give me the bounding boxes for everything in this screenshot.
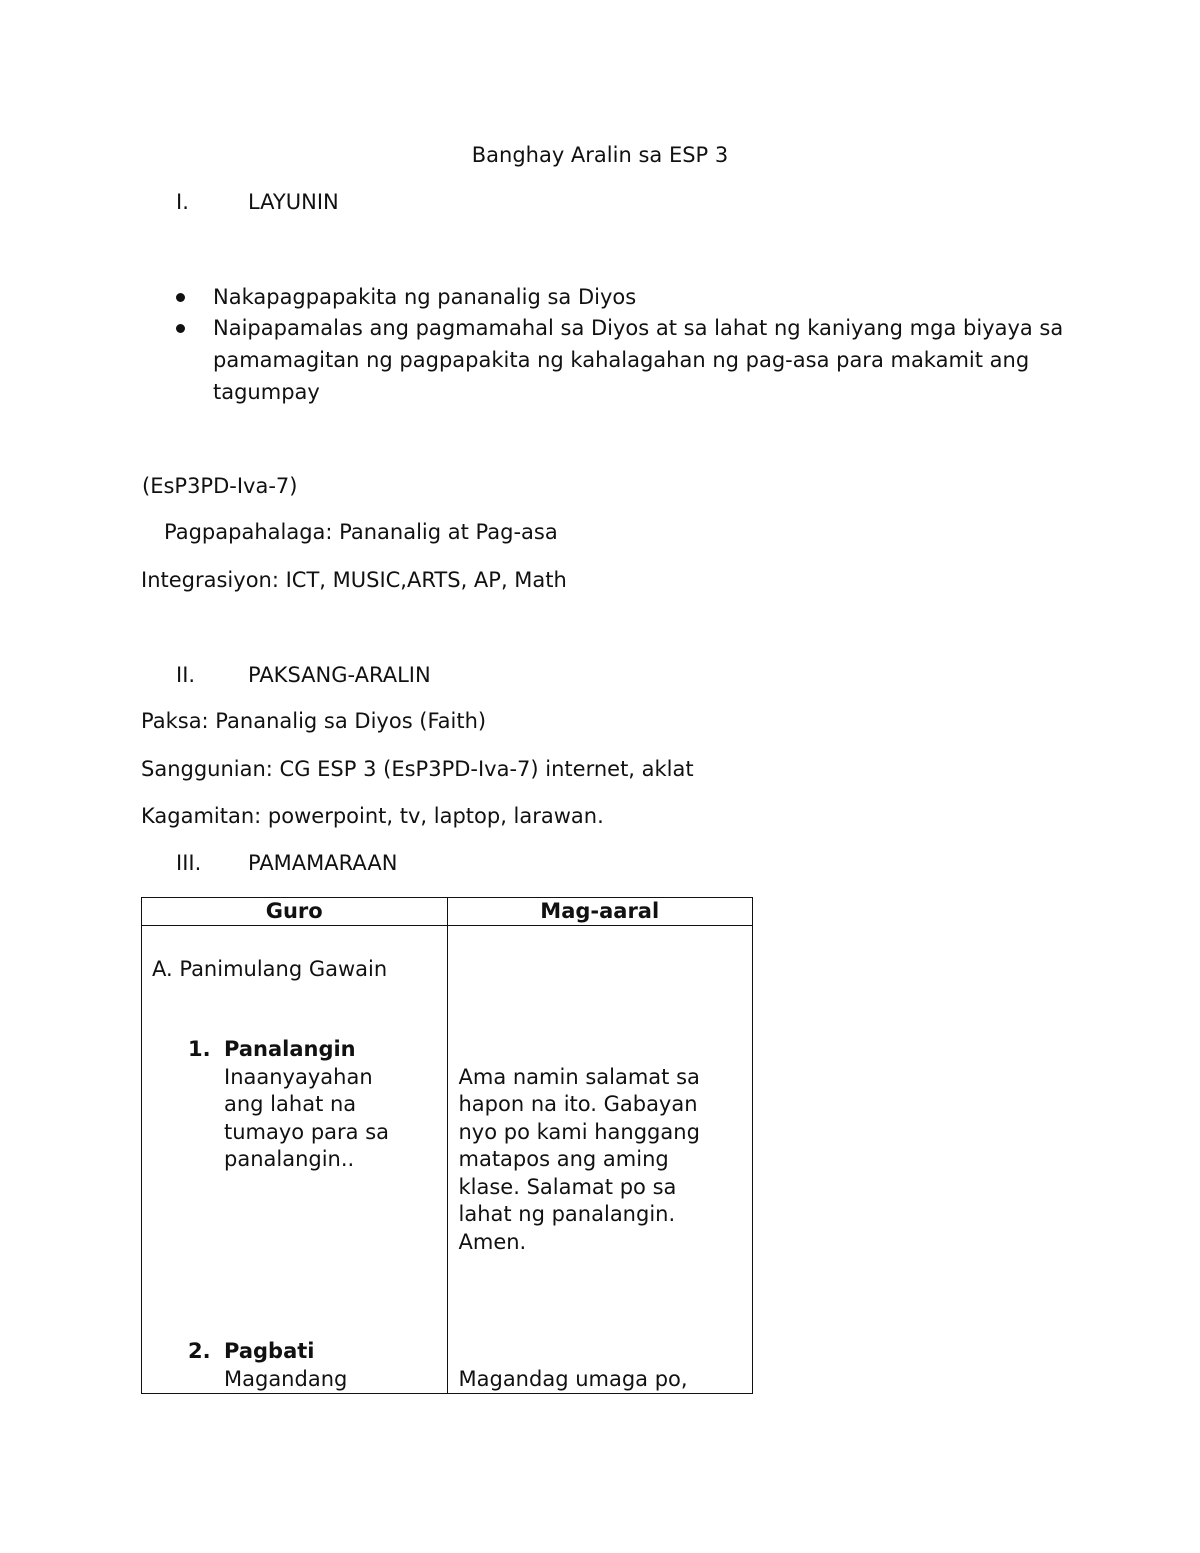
objective-item: Nakapagpapakita ng pananalig sa Diyos bbox=[213, 285, 637, 309]
step-text-line: Magandang bbox=[224, 1367, 348, 1391]
bullet-icon bbox=[176, 324, 185, 333]
response-line: lahat ng panalangin. bbox=[458, 1202, 676, 1226]
guro-cell bbox=[142, 926, 448, 1394]
objective-item: Naipapamalas ang pagmamahal sa Diyos at sa lahat ng kaniyang mga biyaya sa pamamagitan ng pagpapakita ng kahalagahan ng pag-asa para makamit ang tagumpay bbox=[213, 316, 1064, 404]
table-header-row bbox=[142, 898, 753, 926]
step-number: 2. bbox=[188, 1339, 211, 1363]
column-header-mag-aaral: Mag-aaral bbox=[447, 898, 753, 926]
pagpapahalaga-line: Pagpapahalaga: Pananalig at Pag-asa bbox=[164, 520, 558, 544]
response-line: Magandag umaga po, bbox=[458, 1367, 688, 1391]
competency-code: (EsP3PD-Iva-7) bbox=[142, 474, 298, 498]
activity-heading: A. Panimulang Gawain bbox=[152, 957, 388, 981]
step-text-line: panalangin.. bbox=[224, 1147, 355, 1171]
step-title-pagbati: Pagbati bbox=[224, 1339, 315, 1363]
section-number: III. bbox=[176, 851, 202, 875]
section-heading-paksang-aralin: PAKSANG-ARALIN bbox=[248, 663, 431, 687]
response-line: Amen. bbox=[458, 1230, 527, 1254]
response-line: matapos ang aming bbox=[458, 1147, 669, 1171]
bullet-icon bbox=[176, 293, 185, 302]
response-line: nyo po kami hanggang bbox=[458, 1120, 700, 1144]
step-number: 1. bbox=[188, 1037, 211, 1061]
integrasiyon-line: Integrasiyon: ICT, MUSIC,ARTS, AP, Math bbox=[141, 568, 567, 592]
step-text-line: Inaanyayahan bbox=[224, 1065, 373, 1089]
section-number: I. bbox=[176, 190, 189, 214]
table-row bbox=[142, 926, 753, 1394]
step-text-line: tumayo para sa bbox=[224, 1120, 390, 1144]
step-text-line: ang lahat na bbox=[224, 1092, 357, 1116]
response-line: Ama namin salamat sa bbox=[458, 1065, 700, 1089]
sanggunian-line: Sanggunian: CG ESP 3 (EsP3PD-Iva-7) internet, aklat bbox=[141, 757, 694, 781]
procedure-table bbox=[141, 897, 753, 1394]
column-header-guro: Guro bbox=[142, 898, 448, 926]
paksa-line: Paksa: Pananalig sa Diyos (Faith) bbox=[141, 709, 487, 733]
response-line: klase. Salamat po sa bbox=[458, 1175, 677, 1199]
mag-aaral-cell bbox=[447, 926, 753, 1394]
response-line: hapon na ito. Gabayan bbox=[458, 1092, 698, 1116]
kagamitan-line: Kagamitan: powerpoint, tv, laptop, larawan. bbox=[141, 804, 604, 828]
section-heading-pamamaraan: PAMAMARAAN bbox=[248, 851, 398, 875]
section-number: II. bbox=[176, 663, 196, 687]
section-heading-layunin: LAYUNIN bbox=[248, 190, 339, 214]
step-title-panalangin: Panalangin bbox=[224, 1037, 356, 1061]
page-title: Banghay Aralin sa ESP 3 bbox=[471, 143, 729, 167]
